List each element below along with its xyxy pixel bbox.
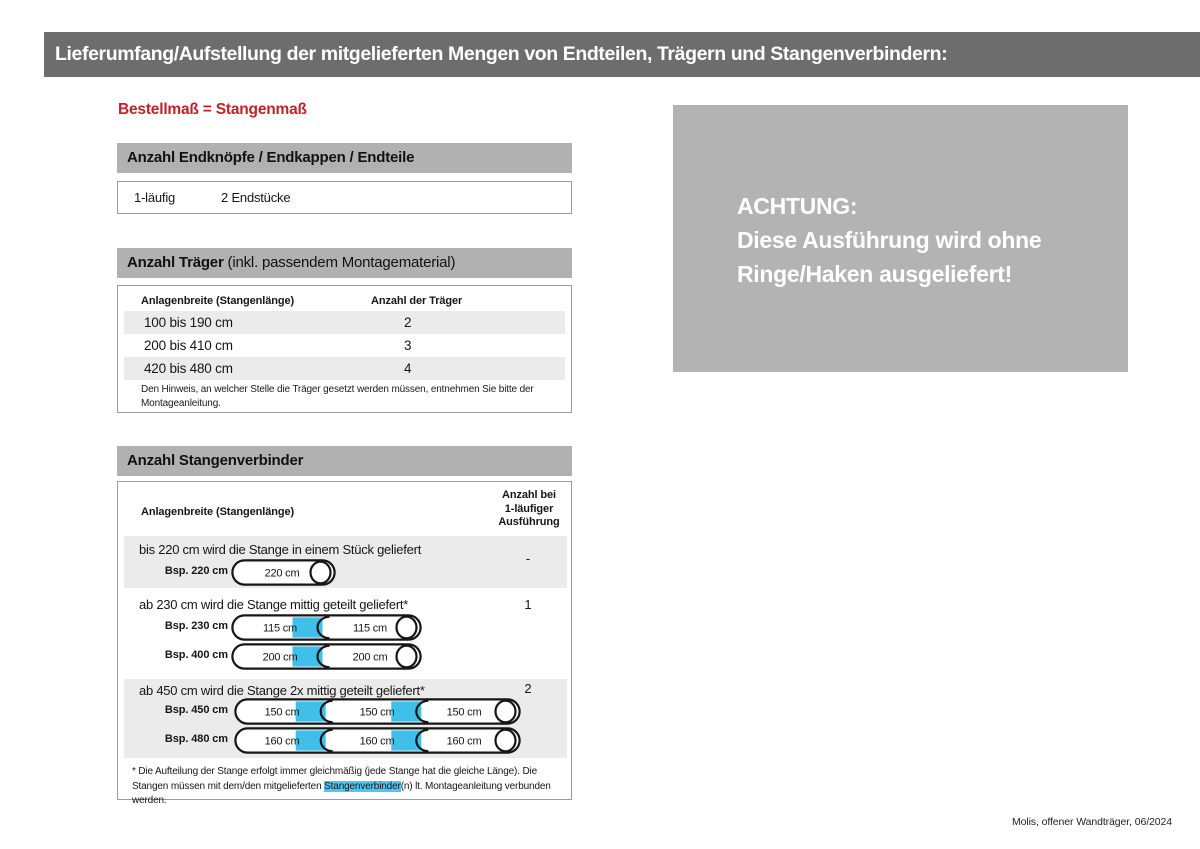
section-header-endteile (117, 143, 572, 173)
table-row (124, 311, 565, 334)
page-title: Lieferumfang/Aufstellung der mitgelieferten Mengen von Endteilen, Trägern und Stangenverbindern: (55, 43, 948, 65)
verbinder-block-ab-230 (124, 594, 567, 677)
rod-example-label: Bsp. 450 cm (164, 704, 228, 716)
rod-end-cap (496, 701, 516, 723)
traeger-row-count: 2 (404, 315, 412, 330)
verbinder-block-text: bis 220 cm wird die Stange in einem Stück geliefert (139, 542, 422, 557)
rod-end-cap (311, 562, 331, 584)
rod-example-label: Bsp. 220 cm (164, 565, 228, 577)
verbinder-table (117, 481, 572, 806)
endteile-row-type: 1-läufig (134, 190, 176, 205)
section-header-traeger-label: Anzahl Träger (inkl. passendem Montagematerial) (127, 254, 456, 271)
rod-segment-label: 160 cm (446, 735, 482, 748)
title-bar (44, 32, 1200, 77)
rod-example-label: Bsp. 480 cm (164, 733, 228, 745)
verbinder-footnote: * Die Aufteilung der Stange erfolgt immer gleichmäßig (jede Stange hat die gleiche Länge). Die Stangen müssen mit dem/den mitgelieferten Stangenverbinder(n) lt. Montageanleitung verbunden werden. (132, 766, 551, 806)
rod-segment-label: 160 cm (264, 735, 300, 748)
rod-example-label: Bsp. 230 cm (164, 620, 228, 632)
rod-diagram-230cm (231, 614, 422, 641)
achtung-notice-box (673, 105, 1128, 372)
endteile-row-count: 2 Endstücke (221, 190, 291, 205)
traeger-row-count: 4 (404, 361, 412, 376)
endteile-table (117, 181, 572, 214)
traeger-col2-header: Anzahl der Träger (371, 295, 463, 307)
rod-segment-label: 115 cm (352, 622, 388, 635)
verbinder-block-text: ab 230 cm wird die Stange mittig geteilt geliefert* (139, 597, 409, 612)
footer-document-info: Molis, offener Wandträger, 06/2024 (1011, 816, 1172, 828)
traeger-row-range: 100 bis 190 cm (144, 315, 233, 330)
rod-segment-label: 220 cm (264, 567, 300, 580)
table-row (124, 334, 565, 357)
achtung-text: ACHTUNG: Diese Ausführung wird ohne Ringe/Haken ausgeliefert! (737, 193, 1042, 287)
verbinder-count: 1 (524, 597, 532, 612)
rod-segment-label: 200 cm (262, 651, 298, 664)
verbinder-block-ab-450 (124, 679, 567, 758)
rod-segment-label: 115 cm (262, 622, 298, 635)
rod-diagram-450cm (234, 698, 521, 725)
section-header-verbinder-label: Anzahl Stangenverbinder (127, 452, 304, 469)
rod-diagram-480cm (234, 727, 521, 754)
rod-diagram-400cm (231, 643, 422, 670)
section-header-traeger (117, 248, 572, 278)
rod-example-label: Bsp. 400 cm (164, 649, 228, 661)
rod-segment-label: 150 cm (446, 706, 482, 719)
rod-segment-label: 150 cm (264, 706, 300, 719)
rod-end-cap (397, 646, 417, 668)
verbinder-col1-header: Anlagenbreite (Stangenlänge) (141, 506, 295, 518)
table-row (124, 357, 565, 380)
traeger-row-count: 3 (404, 338, 412, 353)
verbinder-count: - (525, 551, 531, 566)
footnote-highlight: Stangenverbinder (324, 780, 401, 792)
rod-diagram-220cm (231, 559, 336, 586)
verbinder-block-bis-220 (124, 536, 567, 588)
traeger-row-range: 420 bis 480 cm (144, 361, 233, 376)
rod-segment-label: 150 cm (359, 706, 395, 719)
rod-end-cap (397, 617, 417, 639)
traeger-col1-header: Anlagenbreite (Stangenlänge) (141, 295, 295, 307)
rod-end-cap (496, 730, 516, 752)
verbinder-block-text: ab 450 cm wird die Stange 2x mittig geteilt geliefert* (139, 683, 425, 698)
traeger-row-range: 200 bis 410 cm (144, 338, 233, 353)
verbinder-count: 2 (524, 681, 532, 696)
subtitle-order-size: Bestellmaß = Stangenmaß (118, 101, 307, 118)
section-header-verbinder (117, 446, 572, 476)
verbinder-col2-header: Anzahl bei 1-läufiger Ausführung (498, 489, 560, 528)
traeger-note: Den Hinweis, an welcher Stelle die Träger gesetzt werden müssen, entnehmen Sie bitte der Montageanleitung. (141, 384, 534, 409)
section-header-endteile-label: Anzahl Endknöpfe / Endkappen / Endteile (127, 149, 415, 166)
rod-segment-label: 200 cm (352, 651, 388, 664)
rod-segment-label: 160 cm (359, 735, 395, 748)
traeger-table (117, 285, 572, 413)
